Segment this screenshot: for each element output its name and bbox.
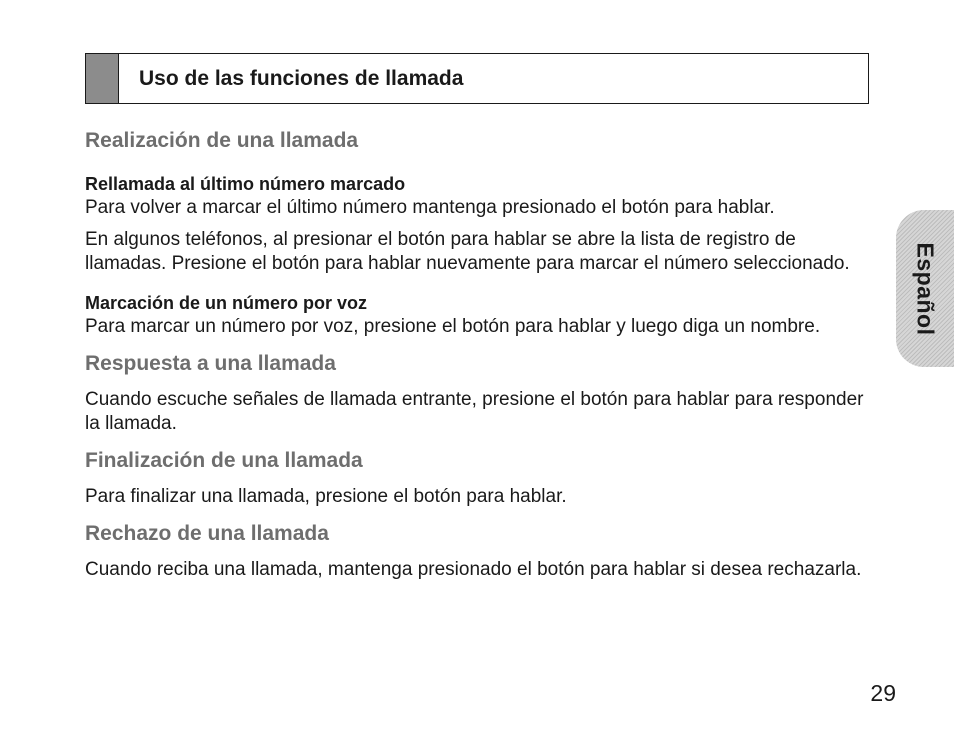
page-title: Uso de las funciones de llamada xyxy=(139,67,464,90)
paragraph-ending-call-1: Para finalizar una llamada, presione el botón para hablar. xyxy=(85,486,567,507)
paragraph-rejecting-call-1: Cuando reciba una llamada, mantenga presionado el botón para hablar si desea rechazarla. xyxy=(85,559,862,580)
language-side-tab xyxy=(896,210,954,367)
language-tab-label: Español xyxy=(912,242,939,335)
main-content xyxy=(85,126,875,582)
paragraph-voice-dial-1: Para marcar un número por voz, presione el botón para hablar y luego diga un nombre. xyxy=(85,316,821,337)
paragraph-answering-call-1: Cuando escuche señales de llamada entrante, presione el botón para hablar para responder la llamada. xyxy=(85,389,864,434)
subheading-redial: Rellamada al último número marcado xyxy=(85,174,406,194)
subheading-voice-dial: Marcación de un número por voz xyxy=(85,293,368,313)
title-accent-block xyxy=(86,54,119,103)
heading-rejecting-call: Rechazo de una llamada xyxy=(85,522,329,545)
heading-making-call: Realización de una llamada xyxy=(85,129,359,152)
paragraph-redial-1: Para volver a marcar el último número mantenga presionado el botón para hablar. xyxy=(85,197,775,218)
section-title-box xyxy=(85,53,869,104)
paragraph-redial-2: En algunos teléfonos, al presionar el botón para hablar se abre la lista de registro de llamadas. Presione el botón para hablar nuevamente para marcar el número seleccionado. xyxy=(85,229,850,274)
heading-ending-call: Finalización de una llamada xyxy=(85,449,363,472)
heading-answering-call: Respuesta a una llamada xyxy=(85,352,336,375)
page-number: 29 xyxy=(870,680,896,706)
